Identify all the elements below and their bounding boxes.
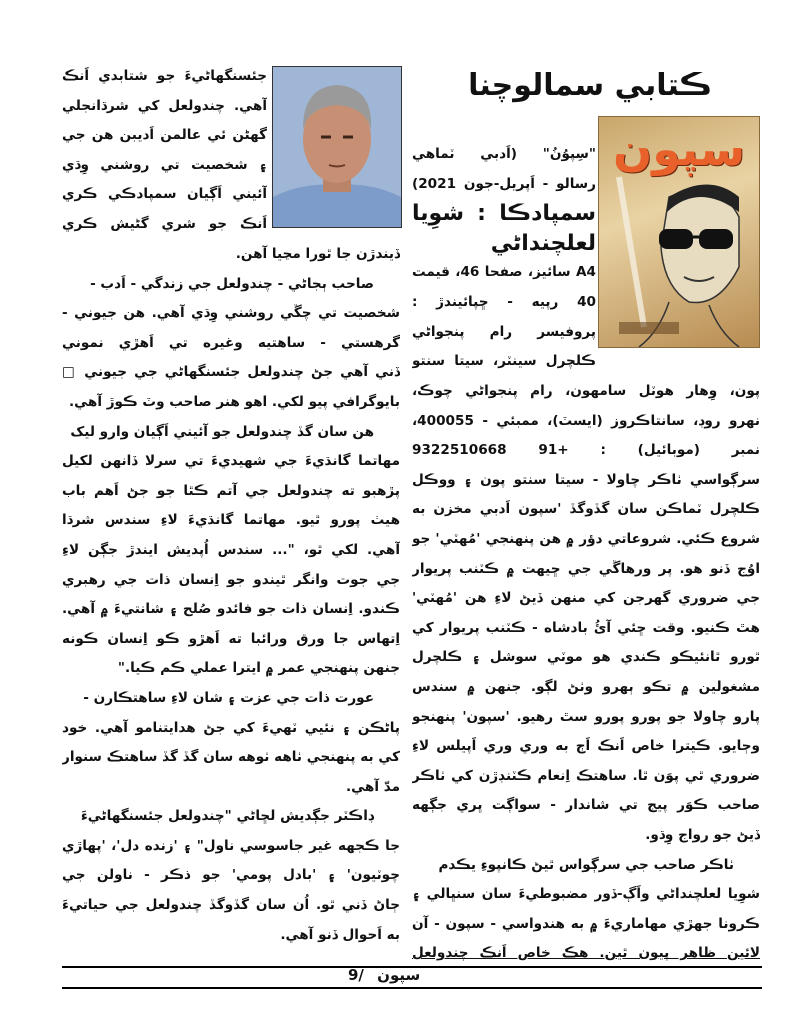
text-line: 40 رپيه - ڇپائيندڙ : <box>412 293 596 310</box>
text-line: مهاتما گانڌيءَ جي شهيديءَ تي سرلا ڏانهن لکيل <box>62 453 400 470</box>
page-title: ڪتابي سمالوچنا <box>468 68 712 103</box>
text-line: گرهستي - ساهتيه وغيره تي اَهڙي نموني <box>62 334 400 351</box>
text-line: لائين ظاهر پيون ٿين. هڪ خاص اَنڪ چندولعل <box>412 945 760 962</box>
text-line: آهي. لکي ٿو، "... سندس اُپديش ايندڙ جڳن لاءِ <box>62 541 400 558</box>
text-line: آئيني اَڳيان سمپادڪي ڪري <box>62 186 267 203</box>
text-line: صاحب ڪوَر پيج تي شاندار - سواڳت ڀري جڳهه <box>412 797 760 814</box>
text-line: جي ضروري گهرجن کي منهن ڏيڻ لاءِ هن 'مُهٽي' <box>412 590 760 607</box>
right-column-beside-cover <box>412 140 596 377</box>
text-line: جنهن پنهنجي عمر ۾ ايترا عملي ڪم ڪيا." <box>117 660 400 677</box>
cover-portrait-sketch <box>599 117 759 347</box>
text-line: جا ڪجهه غير جاسوسي ناول" ۽ 'زنده دل'، 'پهاڙي <box>62 837 400 854</box>
text-line: عورت ذات جي عزت ۽ شان لاءِ ساهتڪارن - <box>83 689 374 706</box>
text-line: هيٺ پورو ٿيو. مهاتما گانڌيءَ لاءِ سندس شرڌا <box>62 512 400 529</box>
text-line: شوِيا لعلچنداڻي واَڳ-ڏور مضبوطيءَ سان سنڀالي ۽ <box>412 886 760 903</box>
left-column-beside-photo <box>62 62 267 240</box>
text-line: ڏني آهي جڻ چندولعل جئسنگهاڻي جي جيوني □ <box>62 364 400 381</box>
text-line: ڊاڪٽر جڳديش لڇاڻي "چندولعل جئسنگهاڻيءَ <box>80 808 374 825</box>
text-line: آهي. چندولعل کي شرڌانجلي <box>62 97 267 114</box>
text-line: پڙهبو ته چندولعل جي آتم ڪٿا جو جڻ اَهم باب <box>62 482 400 499</box>
text-line: پون، وِهار هوٽل سامهون، رام پنجواڻي چوڪ، <box>412 383 760 399</box>
text-line: اَنڪ جو شري گڻيش ڪري <box>62 215 267 232</box>
text-line: هن سان گڏ چندولعل جو آئيني اَڳيان وارو ليک <box>70 423 374 440</box>
page-number: 9/ <box>348 966 364 984</box>
text-line: مشغولين ۾ تڪو ٻهرو وٺڻ لڳو. جنهن ۾ سندس <box>412 678 760 695</box>
text-line: شخصيت تي چڱي روشني وِڌي آهي. هن جيوني - <box>62 305 400 322</box>
text-line: پاڻڪن ۽ نئيي ٽهيءَ کي جڻ هدايتنامو آهي. خود <box>62 719 400 736</box>
text-line: اِتهاس جا ورق ورائبا ته اَهڙو ڪو اِنسان ڪونه <box>62 630 400 647</box>
text-line: ڪندو. اِنسان ذات جو فائدو صُلح ۽ شانتيءَ ۾ آهي. <box>62 601 400 618</box>
text-line: ڄاڻ ڏني ٿو. اُن سان گڏوگڏ چندولعل جي حياتيءَ <box>62 897 400 914</box>
text-line: شروع ڪئي. شروعاتي دؤر ۾ هن پنهنجي 'مُهٽي' جو <box>412 530 760 547</box>
text-line: ڏيندڙن جا ٿورا مڃيا آهن. <box>235 246 400 262</box>
text-line: ڏيڻ جو رواج وِڌو. <box>645 826 760 843</box>
text-line: به اَحوال ڏنو آهي. <box>280 926 400 943</box>
text-line: جئسنگهاڻيءَ جو شتابدي اَنڪ <box>62 68 267 84</box>
magazine-cover-image <box>598 116 760 348</box>
portrait-image <box>273 67 401 227</box>
text-line: اوُج ڏنو هو. پر ورهاڱي جي ڇيهت ۾ ڪٽنب پريوار <box>412 560 760 577</box>
text-line: بايوگرافي پيو لکي. اهو هنر صاحب وٽ ڪوڙ آهي. <box>69 393 400 410</box>
footer-magazine-name: سپون <box>377 966 421 984</box>
left-column-text <box>62 240 400 950</box>
footer-rule-bottom <box>62 987 762 989</box>
text-line: نهرو روڊ، سانتاڪروز (ايسٽ)، ممبئي - 400055، <box>412 412 760 429</box>
text-line: چوٽيون' ۽ 'بادل پومي' جو ذڪر - ناولن جي <box>62 867 400 884</box>
text-line: ڪلچرل ٽماڪن سان گڏوگڏ 'سپون اَدبي مخزن به <box>412 501 760 518</box>
text-line: کي به پنهنجي ٺاهه ٺوهه سان گڏ گڏ ساهتڪ سنوار <box>62 749 400 766</box>
text-line: ۽ شخصيت تي روشني وِڌي <box>62 156 267 173</box>
text-line: پروفيسر رام پنجواڻي <box>412 323 596 340</box>
text-line: ڪرونا جهڙي مهاماريءَ ۾ به هندواسي - سپون - آن <box>412 915 760 932</box>
author-photo <box>272 66 402 228</box>
text-line: گهڻن ئي عالمن اَديبن هن جي <box>62 127 267 144</box>
text-line: جي جوت وانگر ٿيندو جو اِنسان ذات جي رهبري <box>62 571 400 588</box>
text-line: سمپادڪا : شوِيا <box>412 201 596 227</box>
text-line: مدّ آهي. <box>345 778 400 795</box>
text-line: A4 سائيز، صفحا 46، قيمت <box>412 264 596 281</box>
page-footer <box>340 966 420 984</box>
text-line: ٿورو ٿانئيڪو ڪندي هو موٽي سوشل ۽ ڪلچرل <box>412 649 760 666</box>
text-line: نمبر (موبائيل) : +91 9322510668 <box>412 442 760 459</box>
text-line: رسالو - اَپريل-جون 2021) <box>412 175 596 192</box>
text-line: پارو چاولا جو پورو پورو سٿ رهيو. 'سپون' پنهنجو <box>412 708 760 725</box>
text-line: ٺاڪر صاحب جي سرڳواس ٿيڻ ڪانپوءِ يڪدم <box>438 856 734 873</box>
text-line: لعلچنداڻي <box>490 230 596 256</box>
text-line: ڪلچرل سينٽر، سيتا سنتو <box>412 353 596 370</box>
text-line: ضروري ٿي پوَن ٿا. ساهتڪ اِنعام ڪٽنڊڙن کي ٺاڪر <box>412 767 760 784</box>
text-line: سرڳواسي ٺاڪر چاولا - سيتا سنتو پون ۽ ووڪل <box>412 471 760 488</box>
text-line: صاحب ٻجاڻي - چندولعل جي زندگي - اَدب - <box>90 275 374 292</box>
text-line: "سِپوُنُ" (اَدبي ٽماهي <box>412 146 596 162</box>
text-line: هٿ ڪنيو. وقت ڇئي آئُ بادشاه - ڪٽنب پريوار کي <box>412 619 760 636</box>
text-line: وڄايو. ڪيترا خاص اَنڪ اَڄ به وري وري اَپيلس لاءِ <box>412 738 760 755</box>
cover-masthead: سپون <box>612 122 746 176</box>
right-column-text <box>412 377 760 969</box>
